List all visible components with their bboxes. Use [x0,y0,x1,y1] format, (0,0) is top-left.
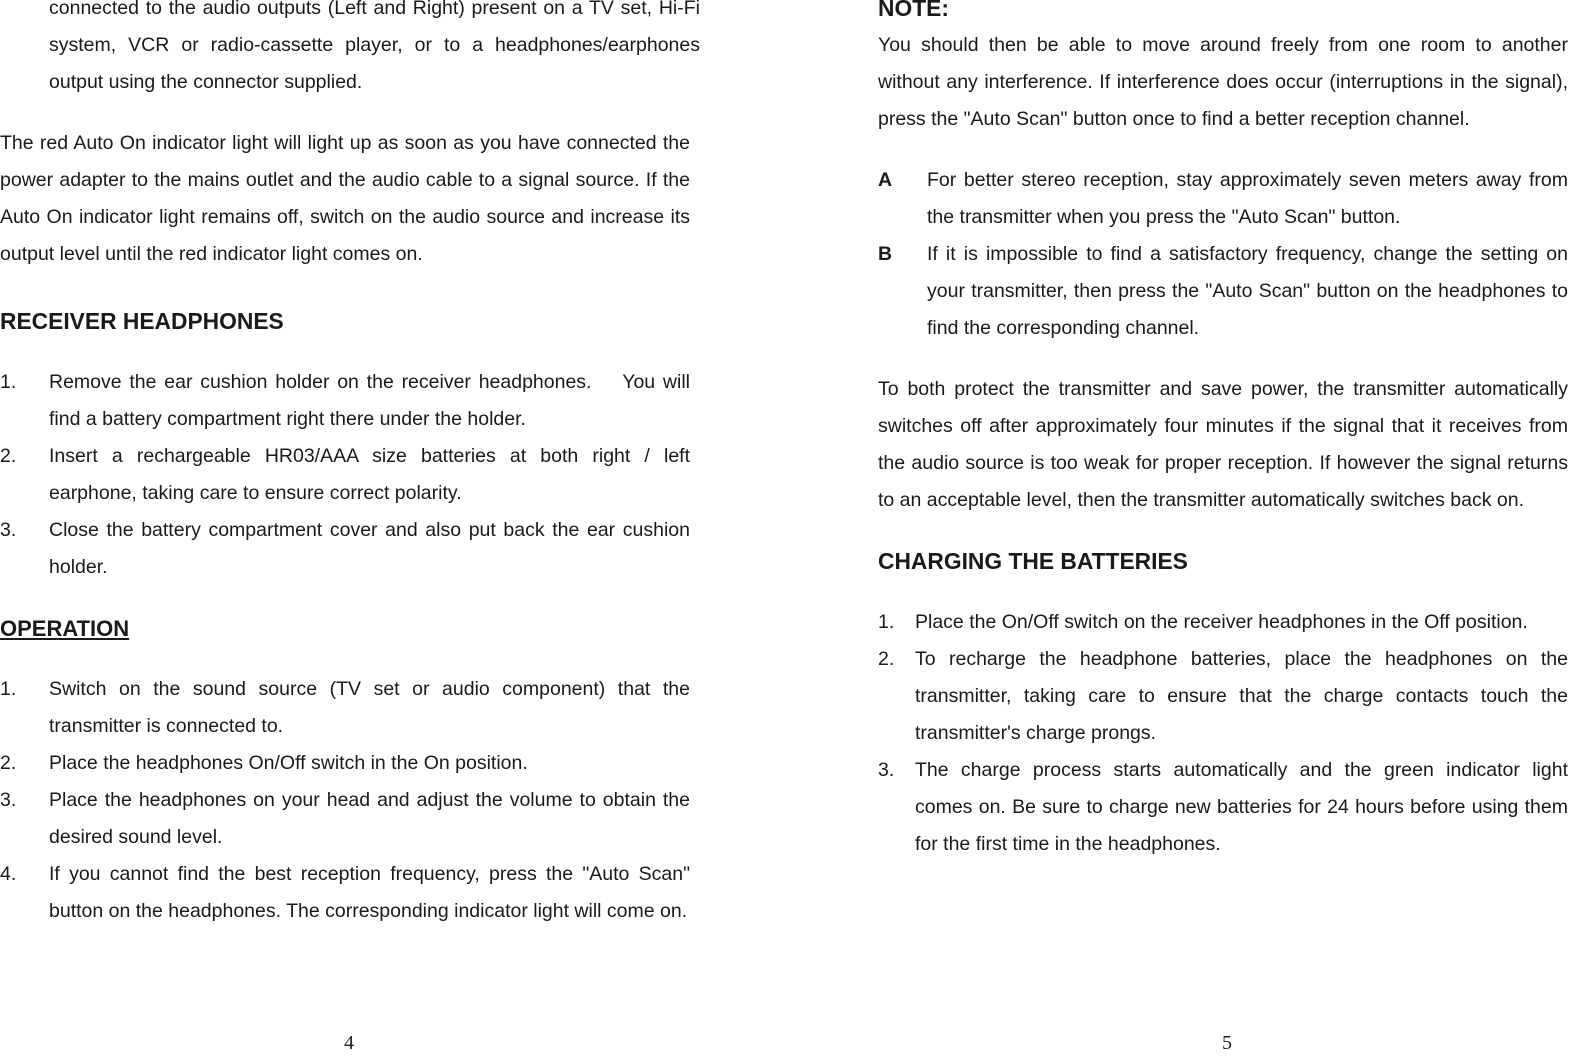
step-text: If you cannot find the best reception frequency, press the "Auto Scan" button on the headphones. The corresponding indicator light will come on. [49,863,690,922]
step-number: 2. [878,648,895,670]
intro-continuation: connected to the audio outputs (Left and Right) present on a TV set, Hi-Fi system, VCR or radio-cassette player, or to a headphones/earphones output using the connector supplied. [49,0,700,93]
step-number: 4. [0,863,17,885]
list-item [878,641,1568,752]
step-number: 1. [0,678,17,700]
auto-on-paragraph: The red Auto On indicator light will light up as soon as you have connected the power adapter to the mains outlet and the audio cable to a signal source. If the Auto On indicator light remains off, switch on the audio source and increase its output level until the red indicator light comes on. [0,132,690,265]
step-text: To recharge the headphone batteries, place the headphones on the transmitter, taking care to ensure that the charge contacts touch the transmitter's charge prongs. [915,648,1568,744]
tips-list [878,162,1568,347]
power-saving-paragraph: To both protect the transmitter and save power, the transmitter automatically switches off after approximately four minutes if the signal that it receives from the audio source is too weak for proper reception. If however the signal returns to an acceptable level, then the transmitter automatically switches back on. [878,378,1568,511]
note-paragraph: You should then be able to move around freely from one room to another without any interference. If interference does occur (interruptions in the signal), press the "Auto Scan" button once to find a better reception channel. [878,34,1568,130]
step-text: Place the headphones On/Off switch in the On position. [49,752,528,774]
list-item [0,512,690,586]
note-label: NOTE: [878,0,949,21]
list-item [0,671,690,745]
step-text: The charge process starts automatically and the green indicator light comes on. Be sure to charge new batteries for 24 hours before using them for the first time in the headphones. [915,759,1568,855]
list-item [878,162,1568,236]
tip-letter: A [878,169,893,191]
step-number: 3. [878,759,895,781]
step-text: Place the headphones on your head and adjust the volume to obtain the desired sound level. [49,789,690,848]
list-item [878,752,1568,863]
charging-heading: CHARGING THE BATTERIES [878,548,1188,574]
step-number: 3. [0,789,17,811]
step-text: Remove the ear cushion holder on the receiver headphones. You will find a battery compartment right there under the holder. [49,371,696,430]
tip-letter: B [878,243,893,265]
list-item [0,364,696,438]
step-text: Insert a rechargeable HR03/AAA size batteries at both right / left earphone, taking care to ensure correct polarity. [49,445,690,504]
charging-steps-list [878,604,1568,863]
step-number: 2. [0,445,17,467]
operation-heading: OPERATION [0,616,130,641]
step-number: 1. [878,611,895,633]
list-item [0,782,690,856]
list-item [0,856,690,930]
step-text: Place the On/Off switch on the receiver headphones in the Off position. [915,611,1528,633]
list-item [878,236,1568,347]
step-text: Close the battery compartment cover and also put back the ear cushion holder. [49,519,690,578]
list-item [0,438,690,512]
operation-steps-list [0,671,700,930]
left-page [0,0,700,930]
list-item [878,604,1568,641]
tip-text: For better stereo reception, stay approximately seven meters away from the transmitter when you press the "Auto Scan" button. [927,169,1568,228]
receiver-steps-list [0,364,700,586]
step-number: 3. [0,519,17,541]
step-text: Switch on the sound source (TV set or audio component) that the transmitter is connected to. [49,678,690,737]
tip-text: If it is impossible to find a satisfactory frequency, change the setting on your transmitter, then press the "Auto Scan" button on the headphones to find the corresponding channel. [927,243,1568,339]
page-number-left: 4 [344,1032,354,1054]
right-page [878,0,1568,863]
receiver-headphones-heading: RECEIVER HEADPHONES [0,308,284,334]
page-number-right: 5 [1222,1032,1232,1054]
list-item [0,745,690,782]
step-number: 1. [0,371,17,393]
step-number: 2. [0,752,17,774]
